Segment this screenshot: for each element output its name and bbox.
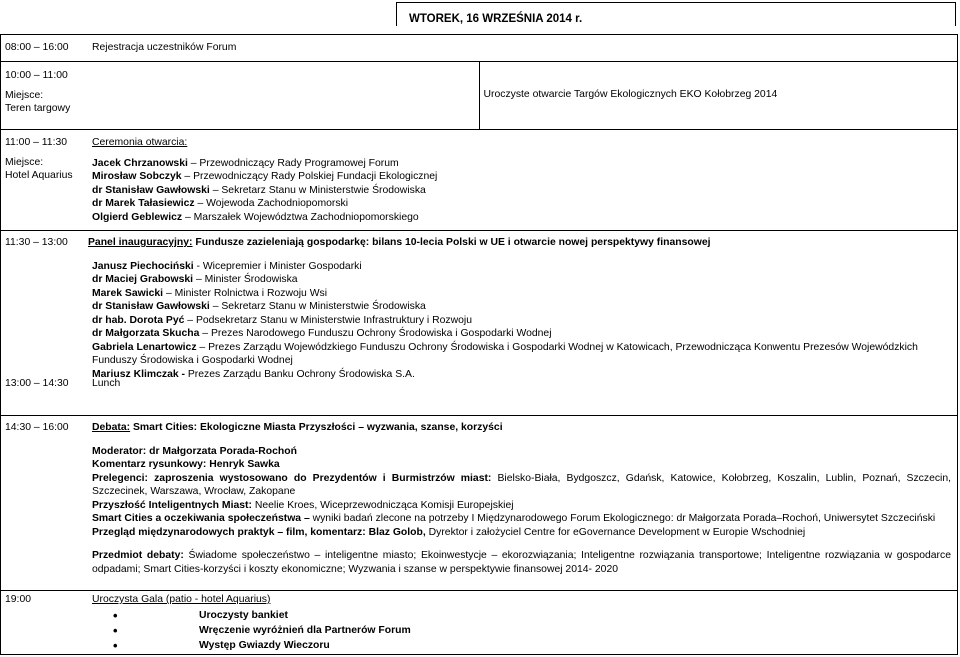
panel-person: dr Stanisław Gawłowski – Sekretarz Stanu w Ministerstwie Środowiska (92, 301, 426, 313)
ceremony-person: dr Stanisław Gawłowski – Sekretarz Stanu w Ministerstwie Środowiska (92, 184, 426, 196)
ceremony-title: Ceremonia otwarcia: (92, 137, 188, 148)
ceremony-time: 11:00 – 11:30 (5, 137, 68, 148)
debate-subject: Przedmiot debaty: Świadome społeczeństwo – inteligentne miasto; Ekoinwestycje – ekorozwiązania; Inteligentne rozwiązania transportowe; Inteligentne rozwiązania w gospodarce odpadami; Smart Cities-korzyści i koszty ekonomiczne; Wyzwania i szanse w perspektywie finansowej 2014- 2020 (92, 550, 951, 575)
gala-item: • Występ Gwiazdy Wieczoru (113, 639, 953, 654)
debate-future: Przyszłość Inteligentnych Miast: Neelie Kroes, Wiceprzewodnicząca Komisji Europejskiej (92, 499, 514, 511)
panel-title: Fundusze zazieleniają gospodarkę: bilans 10-lecia Polski w UE i otwarcie nowej perspektywy finansowej (195, 237, 711, 249)
schedule-row-opening (1, 62, 958, 130)
opening-title: Uroczyste otwarcie Targów Ekologicznych EKO Kołobrzeg 2014 (483, 89, 778, 100)
panel-person: dr Małgorzata Skucha – Prezes Narodowego Funduszu Ochrony Środowiska i Gospodarki Wodnej (92, 328, 552, 340)
debate-moderator: Moderator: dr Małgorzata Porada-Rochoń (92, 445, 297, 457)
schedule-table (0, 34, 958, 655)
opening-time: 10:00 – 11:00 (5, 70, 68, 81)
lunch-title: Lunch (92, 378, 121, 390)
debate-label: Debata: (92, 422, 131, 434)
ceremony-person: Olgierd Geblewicz – Marszałek Województwa Zachodniopomorskiego (92, 211, 419, 223)
debate-title: Smart Cities: Ekologiczne Miasta Przyszłości – wyzwania, szanse, korzyści (133, 422, 503, 434)
ceremony-person: Mirosław Sobczyk – Przewodniczący Rady Polskiej Fundacji Ekologicznej (92, 171, 438, 183)
opening-place: Teren targowy (5, 103, 71, 115)
panel-person: Gabriela Lenartowicz – Prezes Zarządu Wojewódzkiego Funduszu Ochrony Środowiska i Gospodarki Wodnej w Katowicach, Przewodnicząca Konwentu Prezesów Wojewódzkich Funduszy Środowiska i Gospodarki Wodnej (92, 341, 918, 367)
schedule-row-registration (1, 35, 958, 62)
panel-time: 11:30 – 13:00 (5, 237, 68, 249)
panel-person: dr hab. Dorota Pyć – Podsekretarz Stanu w Ministerstwie Infrastruktury i Rozwoju (92, 314, 472, 326)
gala-time: 19:00 (5, 594, 32, 606)
schedule-row-panel (1, 231, 958, 416)
ceremony-person: Jacek Chrzanowski – Przewodniczący Rady Programowej Forum (92, 157, 399, 169)
registration-time: 08:00 – 16:00 (5, 42, 69, 53)
panel-person: Marek Sawicki – Minister Rolnictwa i Rozwoju Wsi (92, 287, 328, 299)
panel-person: Janusz Piechociński - Wicepremier i Minister Gospodarki (92, 260, 362, 272)
gala-item: • Uroczysty bankiet (113, 609, 953, 624)
panel-person: dr Maciej Grabowski – Minister Środowiska (92, 274, 298, 286)
debate-time: 14:30 – 16:00 (5, 422, 69, 434)
schedule-row-debate (1, 416, 958, 591)
registration-title: Rejestracja uczestników Forum (92, 42, 237, 53)
schedule-row-ceremony (1, 130, 958, 231)
ceremony-place: Hotel Aquarius (5, 170, 73, 182)
debate-review: Przegląd międzynarodowych praktyk – film, komentarz: Blaz Golob, Dyrektor i założyciel Centre for eGovernance Development w Europie Wschodniej (92, 526, 806, 538)
ceremony-place-label: Miejsce: (5, 156, 44, 168)
gala-list (5, 609, 953, 654)
gala-item: • Wręczenie wyróżnień dla Partnerów Forum (113, 624, 953, 639)
debate-comment: Komentarz rysunkowy: Henryk Sawka (92, 459, 280, 471)
debate-speakers: Prelegenci: zaproszenia wystosowano do Prezydentów i Burmistrzów miast: Bielsko-Biała, Bydgoszcz, Gdańsk, Katowice, Kołobrzeg, Koszalin, Lublin, Poznań, Szczecin, Szczecinek, Warszawa, Wrocław, Zakopane (92, 472, 952, 498)
schedule-row-gala (1, 591, 958, 655)
panel-person: Mariusz Klimczak - Prezes Zarządu Banku Ochrony Środowiska S.A. (92, 368, 415, 380)
lunch-time: 13:00 – 14:30 (5, 378, 69, 390)
opening-place-label: Miejsce: (5, 89, 44, 101)
gala-title: Uroczysta Gala (patio - hotel Aquarius) (92, 594, 271, 606)
date-header: WTOREK, 16 WRZEŚNIA 2014 r. (396, 2, 956, 26)
ceremony-person: dr Marek Tałasiewicz – Wojewoda Zachodniopomorski (92, 198, 349, 210)
panel-label: Panel inauguracyjny: (88, 237, 193, 249)
debate-expectations: Smart Cities a oczekiwania społeczeństwa – wyniki badań zlecone na potrzeby I Międzynarodowego Forum Ekologicznego: dr Małgorzata Porada–Rochoń, Uniwersytet Szczeciński (92, 513, 936, 525)
